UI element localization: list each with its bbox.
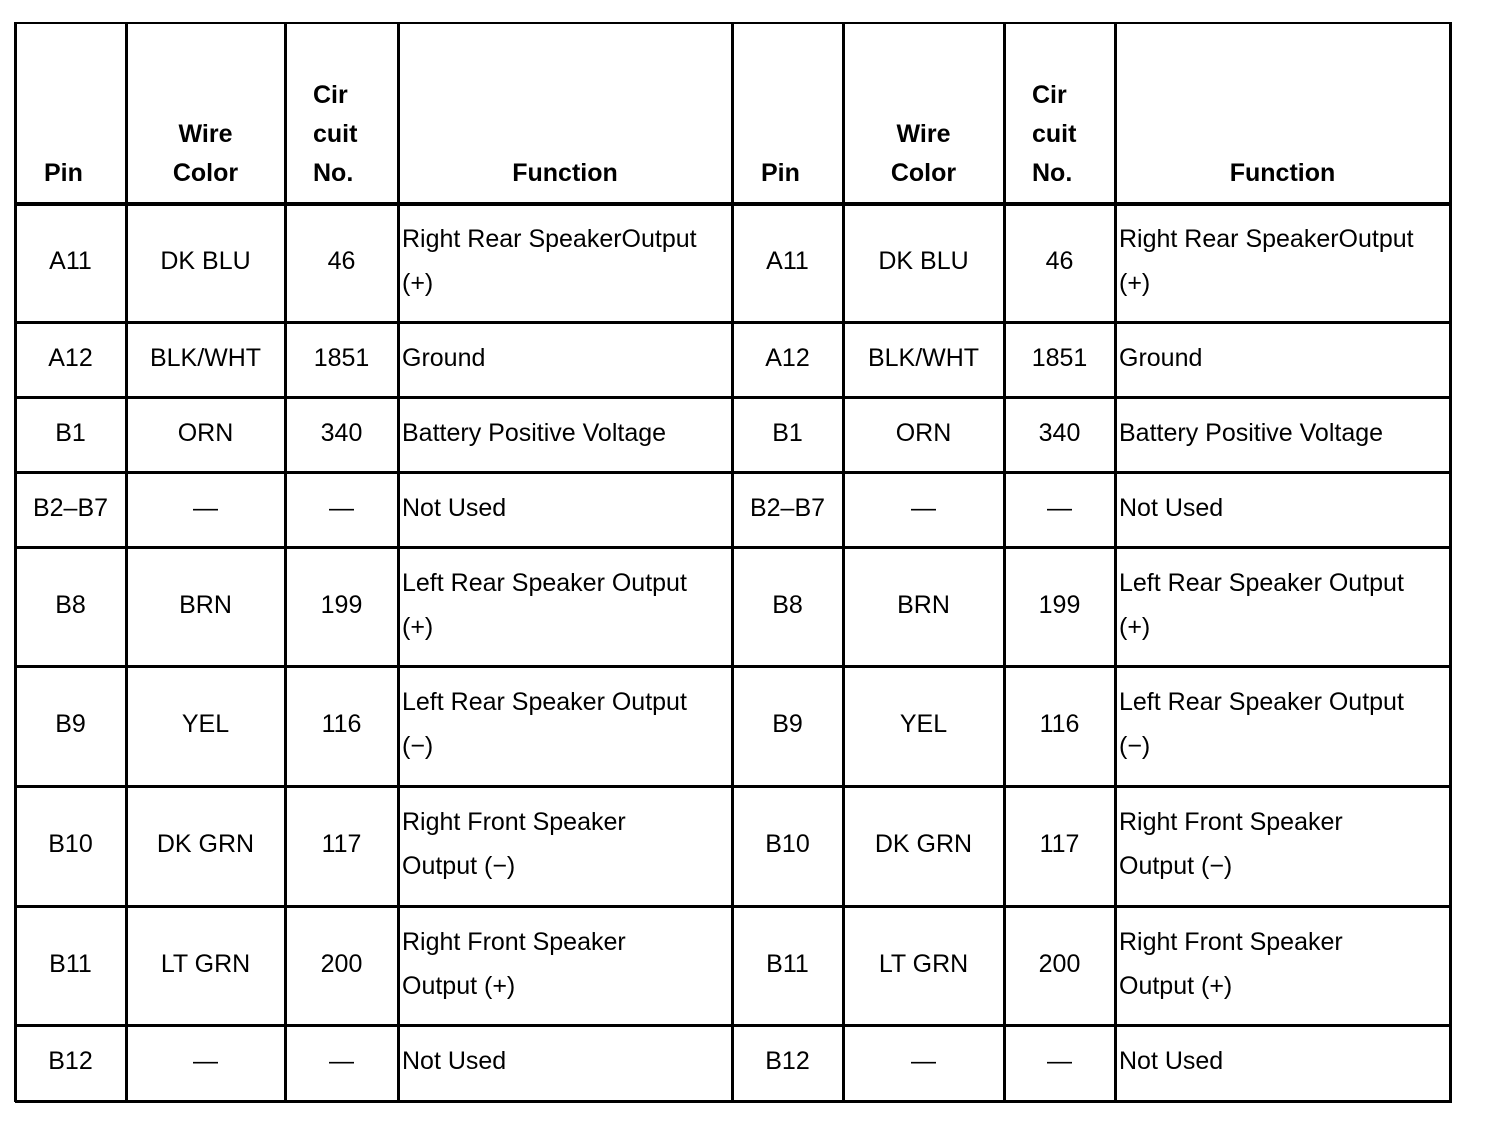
row-rule [15, 396, 1452, 399]
cell-circuit-no-right: 200 [1038, 949, 1081, 978]
column-rule [1114, 22, 1117, 1102]
cell-circuit-no-right: 46 [1045, 246, 1074, 275]
cell-pin-right: B11 [766, 949, 809, 978]
cell-circuit-no-left: 116 [321, 710, 362, 738]
cell-pin-right: B1 [772, 418, 803, 447]
cell-pin-left: A12 [48, 343, 93, 372]
cell-function-left: Battery Positive Voltage [402, 418, 667, 447]
cell-wire-color-right: DK BLU [878, 246, 969, 275]
column-rule [1003, 22, 1006, 1102]
cell-circuit-no-right: 199 [1038, 590, 1081, 619]
header-circuit-no-left: Cir cuit No. [313, 81, 358, 187]
cell-function-right: Right Front Speaker Output (+) [1119, 927, 1343, 1000]
cell-wire-color-left: BRN [179, 590, 232, 619]
cell-pin-left: B1 [55, 418, 86, 447]
header-function-right: Function [1229, 159, 1336, 187]
cell-function-left: Not Used [402, 493, 507, 522]
row-rule [15, 22, 1452, 24]
cell-wire-color-right: LT GRN [878, 949, 969, 978]
row-rule [15, 905, 1452, 908]
cell-circuit-no-left: 1851 [313, 343, 370, 372]
cell-circuit-no-left: 340 [320, 418, 363, 447]
row-rule [15, 665, 1452, 668]
cell-circuit-no-right: 116 [1039, 710, 1080, 738]
cell-circuit-no-right: 340 [1038, 418, 1081, 447]
header-wire-color-right: Wire Color [890, 120, 957, 187]
cell-circuit-no-left: — [329, 493, 354, 522]
cell-pin-left: B10 [48, 830, 93, 858]
header-pin-right: Pin [761, 159, 800, 187]
row-rule [15, 202, 1452, 206]
row-rule [15, 546, 1452, 549]
cell-wire-color-left: DK BLU [160, 246, 251, 275]
column-rule [842, 22, 845, 1102]
cell-pin-right: B2–B7 [749, 493, 826, 522]
cell-pin-right: A12 [765, 343, 810, 372]
cell-function-left: Left Rear Speaker Output (−) [402, 688, 687, 760]
cell-wire-color-left: — [193, 493, 218, 522]
cell-wire-color-right: — [911, 493, 936, 522]
cell-function-left: Not Used [402, 1047, 507, 1075]
cell-wire-color-left: DK GRN [156, 830, 255, 858]
cell-wire-color-right: BRN [897, 590, 950, 619]
cell-wire-color-left: BLK/WHT [149, 343, 262, 372]
cell-pin-right: B10 [765, 830, 810, 858]
cell-wire-color-left: ORN [177, 418, 234, 447]
row-rule [15, 1024, 1452, 1027]
header-circuit-no-right: Cir cuit No. [1032, 81, 1077, 187]
cell-circuit-no-left: 117 [321, 830, 362, 858]
cell-circuit-no-left: — [329, 1047, 354, 1075]
cell-wire-color-right: ORN [895, 418, 952, 447]
header-pin-left: Pin [44, 159, 83, 187]
header-wire-color-left: Wire Color [172, 120, 239, 187]
cell-function-left: Ground [402, 343, 486, 372]
cell-circuit-no-left: 200 [320, 949, 363, 978]
row-rule [15, 1100, 1452, 1103]
cell-circuit-no-left: 46 [327, 246, 356, 275]
row-rule [15, 785, 1452, 788]
cell-wire-color-right: BLK/WHT [867, 343, 980, 372]
cell-pin-right: B8 [772, 590, 803, 619]
cell-circuit-no-left: 199 [320, 590, 363, 619]
column-rule [284, 22, 287, 1102]
cell-pin-right: B9 [772, 710, 803, 738]
cell-function-left: Right Front Speaker Output (+) [402, 927, 626, 1000]
cell-function-right: Not Used [1119, 493, 1224, 522]
cell-function-right: Ground [1119, 343, 1203, 372]
cell-function-left: Left Rear Speaker Output (+) [402, 568, 687, 641]
cell-pin-left: A11 [49, 246, 92, 275]
row-rule [15, 471, 1452, 474]
cell-pin-right: A11 [766, 246, 809, 275]
cell-pin-left: B9 [55, 710, 86, 738]
cell-pin-left: B11 [49, 949, 92, 978]
cell-pin-left: B2–B7 [32, 493, 109, 522]
cell-wire-color-right: — [911, 1047, 936, 1075]
cell-function-left: Right Rear SpeakerOutput (+) [402, 224, 697, 297]
cell-function-right: Left Rear Speaker Output (+) [1119, 568, 1404, 641]
column-rule [1449, 22, 1452, 1102]
cell-circuit-no-right: 117 [1039, 830, 1080, 858]
cell-pin-left: B12 [48, 1047, 93, 1075]
column-rule [14, 22, 17, 1102]
cell-wire-color-left: LT GRN [160, 949, 251, 978]
cell-circuit-no-right: — [1047, 1047, 1072, 1075]
cell-wire-color-right: DK GRN [874, 830, 973, 858]
cell-function-left: Right Front Speaker Output (−) [402, 808, 626, 880]
cell-circuit-no-right: 1851 [1031, 343, 1088, 372]
cell-function-right: Left Rear Speaker Output (−) [1119, 688, 1404, 760]
cell-circuit-no-right: — [1047, 493, 1072, 522]
cell-wire-color-left: YEL [181, 710, 230, 738]
column-rule [125, 22, 128, 1102]
cell-pin-right: B12 [765, 1047, 810, 1075]
cell-function-right: Battery Positive Voltage [1119, 418, 1384, 447]
header-function-left: Function [512, 159, 618, 187]
cell-function-right: Right Rear SpeakerOutput (+) [1119, 224, 1414, 297]
cell-function-right: Not Used [1119, 1047, 1224, 1075]
column-rule [397, 22, 400, 1102]
row-rule [15, 321, 1452, 324]
cell-pin-left: B8 [55, 590, 86, 619]
cell-wire-color-right: YEL [899, 710, 948, 738]
cell-function-right: Right Front Speaker Output (−) [1119, 808, 1343, 880]
cell-wire-color-left: — [193, 1047, 218, 1075]
column-rule [731, 22, 734, 1102]
